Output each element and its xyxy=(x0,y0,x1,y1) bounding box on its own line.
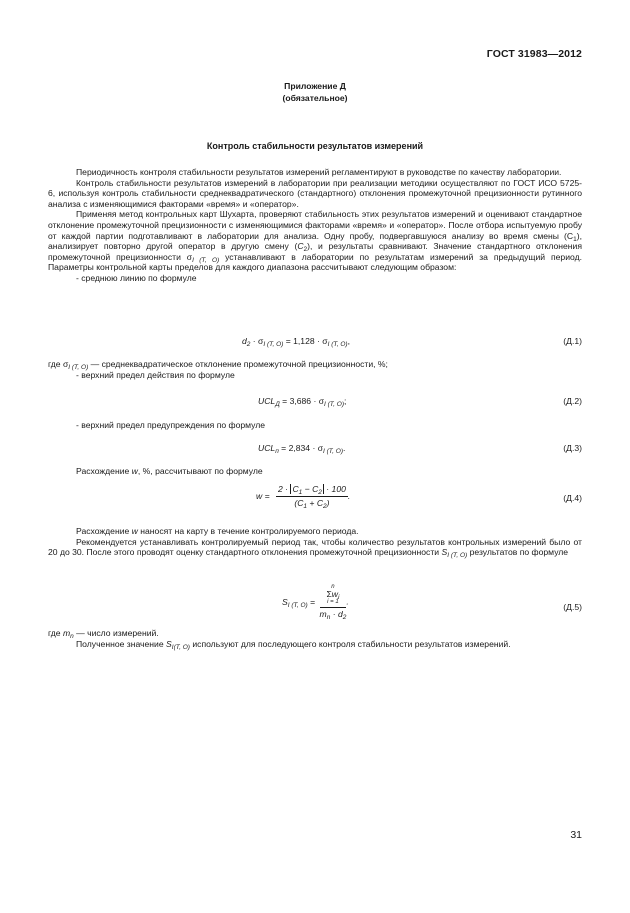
where-sigma: где $\sigma_{I (T, O)}$ — среднеквадратическое отклонение промежуточной прецизионности, %; xyxy=(48,359,388,371)
formula-d2: $UCL_Д = 3,686 \cdot \sigma_{I (T, O)}$; xyxy=(258,396,347,408)
paragraph-control: Контроль стабильности результатов измерений в лаборатории при реализации методики осуществляют по ГОСТ ИСО 5725-6, используя контроль стабильности среднеквадратического (стандартного) отклонения промежуточной прецизионности рутинного анализа с изменяющимися факторами «время» и «оператор». xyxy=(48,177,582,209)
document-code: ГОСТ 31983—2012 xyxy=(486,48,582,60)
paragraph-shewhart: Применяя метод контрольных карт Шухарта, проверяют стабильность этих результатов измерений и оценивают стандартное отклонение промежуточной прецизионности с изменяющимися факторами «время» и «оператор». После отбора испытуемую пробу от каждой партии подготавливают в лаборатории для анализа. Одну пробу, подвергавшуюся анализу во время смены $(C_1)$, анализирует повторно другой оператор в другую смену $(C_2)$, и результаты сравнивают. Значение стандартного отклонения промежуточной прецизионности $\sigma_{I (T, O)}$ устанавливают в лаборатории по результатам измерений за предыдущий период. Параметры контрольной карты пределов для каждого диапазона рассчитывают следующим образом: xyxy=(48,209,582,273)
formula-d3: $UCL_п = 2,834 \cdot \sigma_{I (T, O)}$. xyxy=(258,443,346,455)
section-title: Контроль стабильности результатов измерений xyxy=(206,141,424,151)
paragraph-final: Полученное значение $S_{I(T, O)}$ используют для последующего контроля стабильности результатов измерений. xyxy=(76,638,511,651)
body-text-block-5 xyxy=(48,526,582,558)
list-item-action-limit: - верхний предел действия по формуле xyxy=(76,369,235,380)
page-number: 31 xyxy=(570,829,582,841)
formula-number-d2: (Д.2) xyxy=(563,396,582,406)
paragraph-divergence-plot: Расхождение w наносят на карту в течение контролируемого периода. xyxy=(76,526,359,536)
formula-number-d5: (Д.5) xyxy=(563,602,582,612)
body-text-block-6 xyxy=(48,628,582,649)
body-text-block-2 xyxy=(48,359,582,380)
list-item-warning-limit: - верхний предел предупреждения по формуле xyxy=(76,420,266,430)
list-item-center-line: - среднюю линию по формуле xyxy=(76,272,197,283)
appendix-title: Приложение Д xyxy=(284,81,346,91)
paragraph-recommendation: Рекомендуется устанавливать контролируемый период так, чтобы количество результатов контрольных измерений было от 20 до 30. После этого проводят оценку стандартного отклонения промежуточной прецизионности $S_{I (T, O)}$ результатов по формуле xyxy=(48,536,582,560)
where-m: где $m_n$ — число измерений. xyxy=(48,628,159,640)
formula-d5: $S_{I (T, O)}$ = n $\Sigma w_i$ i = 1 $m_n \cdot d_2$ . xyxy=(282,584,349,621)
appendix-status: (обязательное) xyxy=(282,93,348,103)
body-text-block-1 xyxy=(48,167,582,284)
paragraph-divergence-intro: Расхождение w, %, рассчитывают по формуле xyxy=(76,466,263,476)
formula-number-d3: (Д.3) xyxy=(563,443,582,453)
paragraph-periodicity: Периодичность контроля стабильности результатов измерений регламентируют в руководстве по качеству лаборатории. xyxy=(76,167,562,177)
formula-number-d4: (Д.4) xyxy=(563,493,582,503)
body-text-block-4 xyxy=(48,466,582,477)
body-text-block-3 xyxy=(48,420,582,431)
formula-number-d1: (Д.1) xyxy=(563,336,582,346)
formula-d4: w = $\frac{2 \cdot C_1 - C_2 \cdot 100}{(C_1 + C_2)}$ . xyxy=(256,484,351,510)
formula-d1: $d_2 \cdot \sigma_{I (T, O)} = 1,128 \cdot \sigma_{I (T, O)}$, xyxy=(242,336,350,348)
